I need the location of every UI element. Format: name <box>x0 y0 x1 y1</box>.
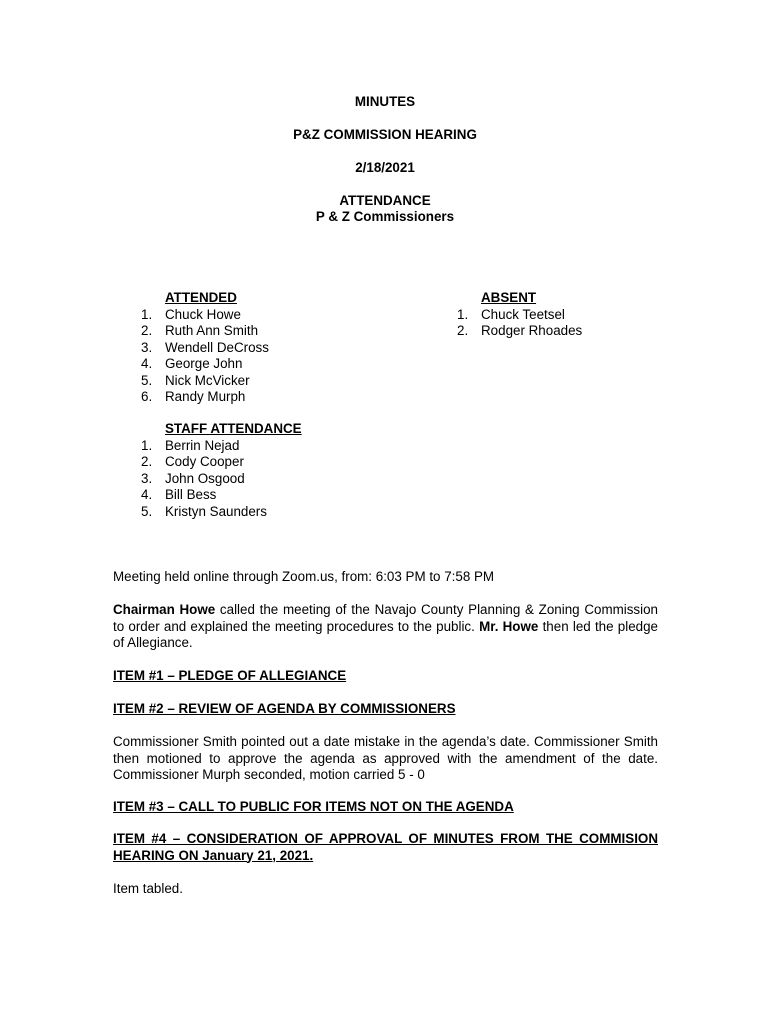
item-2-text: Commissioner Smith pointed out a date mistake in the agenda’s date. Commissioner Smith then motioned to approve the agenda as approved with the amendment of the date. Commissioner Murph seconded, motion carried 5 - 0 <box>113 734 658 782</box>
staff-list <box>113 438 302 521</box>
document-subtitle: P&Z COMMISSION HEARING <box>293 127 477 142</box>
meeting-held-text: Meeting held online through Zoom.us, from: 6:03 PM to 7:58 PM <box>113 569 495 584</box>
item-1-heading: ITEM #1 – PLEDGE OF ALLEGIANCE <box>113 668 347 683</box>
list-item: 2. Rodger Rhoades <box>457 323 583 338</box>
absent-heading: ABSENT <box>481 290 537 305</box>
list-item: 1. Chuck Teetsel <box>457 306 565 322</box>
attendance-title: ATTENDANCE <box>339 193 431 208</box>
item-4-text: Item tabled. <box>113 881 183 896</box>
absent-list <box>429 307 582 340</box>
staff-section <box>113 421 302 520</box>
list-item: 3. Wendell DeCross <box>141 339 269 355</box>
absent-section <box>429 290 582 340</box>
staff-heading: STAFF ATTENDANCE <box>165 421 302 436</box>
document-title: MINUTES <box>354 94 416 109</box>
document-date: 2/18/2021 <box>355 160 415 175</box>
attended-heading: ATTENDED <box>165 290 237 305</box>
item-2-heading: ITEM #2 – REVIEW OF AGENDA BY COMMISSIONERS <box>113 701 456 716</box>
attended-section <box>113 290 269 406</box>
opening-paragraph: Chairman Howe called the meeting of the Navajo County Planning & Zoning Commission to order and explained the meeting procedures to the public. Mr. Howe then led the pledge of Allegiance. <box>113 602 659 650</box>
list-item: 4. George John <box>141 356 243 371</box>
mr-howe: Mr. Howe <box>479 618 539 634</box>
chairman-name: Chairman Howe <box>113 602 216 617</box>
list-item: 3. John Osgood <box>141 470 245 486</box>
item-3-heading: ITEM #3 – CALL TO PUBLIC FOR ITEMS NOT ON THE AGENDA <box>113 799 514 814</box>
list-item: 5. Nick McVicker <box>141 372 250 388</box>
item-4-heading: ITEM #4 – CONSIDERATION OF APPROVAL OF MINUTES FROM THE COMMISION HEARING ON January 21, 2021. <box>113 831 658 863</box>
attendance-subtitle: P & Z Commissioners <box>315 209 455 224</box>
list-item: 1. Chuck Howe <box>141 306 241 322</box>
list-item: 6. Randy Murph <box>141 389 246 404</box>
list-item: 1. Berrin Nejad <box>141 437 240 453</box>
attended-list <box>113 307 269 406</box>
list-item: 4. Bill Bess <box>141 487 217 502</box>
list-item: 2. Ruth Ann Smith <box>141 323 259 338</box>
list-item: 5. Kristyn Saunders <box>141 503 267 519</box>
list-item: 2. Cody Cooper <box>141 454 244 469</box>
